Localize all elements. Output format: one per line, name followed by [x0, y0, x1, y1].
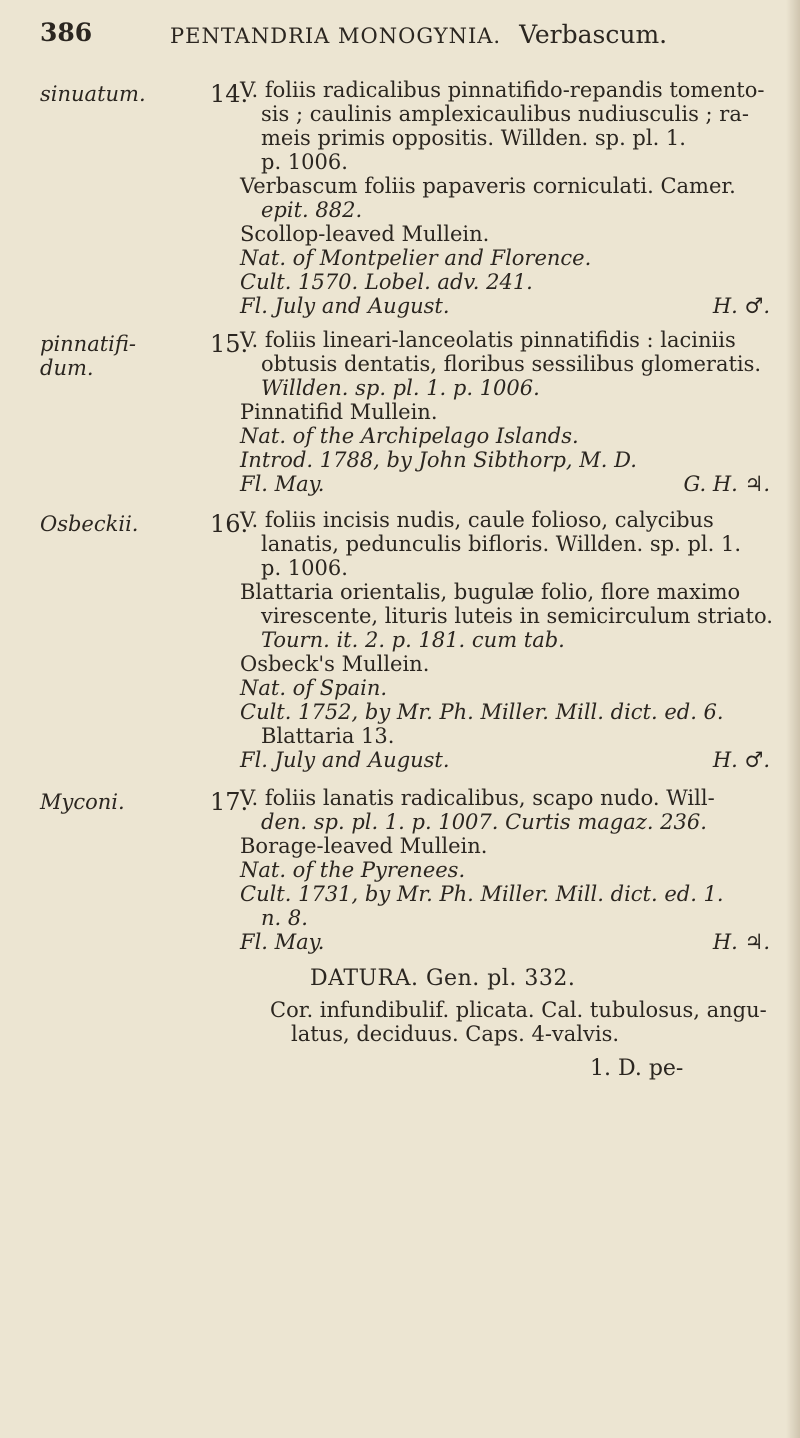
habit-symbol: G. H. ♃. — [683, 472, 770, 496]
entry-number: 15. — [210, 330, 249, 358]
entry-body — [240, 328, 780, 496]
entry-body — [240, 78, 780, 318]
entry-line: lanatis, pedunculis bifloris. Willden. sp. pl. 1. — [261, 532, 742, 556]
flowering-text: Fl. May. — [240, 472, 325, 496]
flowering-line — [240, 748, 780, 772]
flowering-text: Fl. July and August. — [240, 294, 450, 318]
entry-line: Nat. of the Pyrenees. — [240, 858, 466, 882]
entry-line: Tourn. it. 2. p. 181. cum tab. — [261, 628, 565, 652]
common-name: Osbeck's Mullein. — [240, 652, 430, 676]
genus-characters — [270, 998, 767, 1046]
running-title-text: PENTANDRIA MONOGYNIA. — [170, 24, 502, 48]
entry-line: V. foliis lineari-lanceolatis pinnatifidis : laciniis — [240, 328, 736, 352]
flowering-text: Fl. July and August. — [240, 748, 450, 772]
habit-symbol: H. ♂. — [712, 748, 770, 772]
entry-line: V. foliis incisis nudis, caule folioso, calycibus — [240, 508, 714, 532]
genus-character-line: Cor. infundibulif. plicata. Cal. tubulosus, angu- — [270, 998, 767, 1022]
margin-species-name: Osbeckii. — [40, 512, 139, 536]
running-genus: Verbascum. — [519, 20, 668, 49]
entry-line: Willden. sp. pl. 1. p. 1006. — [261, 376, 540, 400]
entry-number: 17. — [210, 788, 249, 816]
entry-line: V. foliis radicalibus pinnatifido-repandis tomento- — [240, 78, 765, 102]
flowering-line — [240, 472, 780, 496]
entry-line: epit. 882. — [261, 198, 363, 222]
entry-line: virescente, lituris luteis in semicirculum striato. — [261, 604, 773, 628]
entry-line: Nat. of Montpelier and Florence. — [240, 246, 592, 270]
entry-line: den. sp. pl. 1. p. 1007. Curtis magaz. 236. — [261, 810, 707, 834]
running-title — [170, 20, 667, 49]
genus-heading: DATURA. Gen. pl. 332. — [310, 966, 576, 991]
margin-species-name: Myconi. — [40, 790, 125, 814]
entry-number: 16. — [210, 510, 249, 538]
margin-name-line: dum. — [40, 356, 94, 380]
flowering-line — [240, 294, 780, 318]
entry-line: Verbascum foliis papaveris corniculati. Camer. — [240, 174, 736, 198]
entry-line: sis ; caulinis amplexicaulibus nudiusculis ; ra- — [261, 102, 749, 126]
entry-line: obtusis dentatis, floribus sessilibus glomeratis. — [261, 352, 762, 376]
margin-species-name — [40, 332, 136, 380]
entry-line: Introd. 1788, by John Sibthorp, M. D. — [240, 448, 637, 472]
entry-line: Cult. 1752, by Mr. Ph. Miller. Mill. dict. ed. 6. — [240, 700, 724, 724]
entry-line: Blattaria 13. — [261, 724, 395, 748]
entry-body — [240, 786, 780, 954]
catchword: 1. D. pe- — [590, 1056, 684, 1081]
common-name: Pinnatifid Mullein. — [240, 400, 438, 424]
entry-line: Cult. 1731, by Mr. Ph. Miller. Mill. dict. ed. 1. — [240, 882, 724, 906]
entry-line: Cult. 1570. Lobel. adv. 241. — [240, 270, 533, 294]
entry-line: Nat. of the Archipelago Islands. — [240, 424, 579, 448]
flowering-line — [240, 930, 780, 954]
margin-species-name: sinuatum. — [40, 82, 146, 106]
entry-line: V. foliis lanatis radicalibus, scapo nudo. Will- — [240, 786, 715, 810]
page-edge-shadow — [786, 0, 800, 1438]
entry-line: n. 8. — [261, 906, 308, 930]
entry-line: Blattaria orientalis, bugulæ folio, flore maximo — [240, 580, 741, 604]
entry-number: 14. — [210, 80, 249, 108]
margin-name-line: pinnatifi- — [40, 332, 136, 356]
entry-body — [240, 508, 780, 772]
habit-symbol: H. ♃. — [712, 930, 770, 954]
genus-character-line: latus, deciduus. Caps. 4-valvis. — [291, 1022, 620, 1046]
entry-line: p. 1006. — [261, 556, 348, 580]
habit-symbol: H. ♂. — [712, 294, 770, 318]
entry-line: Nat. of Spain. — [240, 676, 388, 700]
common-name: Borage-leaved Mullein. — [240, 834, 488, 858]
entry-line: p. 1006. — [261, 150, 348, 174]
page-number: 386 — [40, 18, 93, 47]
flowering-text: Fl. May. — [240, 930, 325, 954]
entry-line: meis primis oppositis. Willden. sp. pl. 1. — [261, 126, 686, 150]
page-header — [0, 18, 800, 58]
common-name: Scollop-leaved Mullein. — [240, 222, 490, 246]
